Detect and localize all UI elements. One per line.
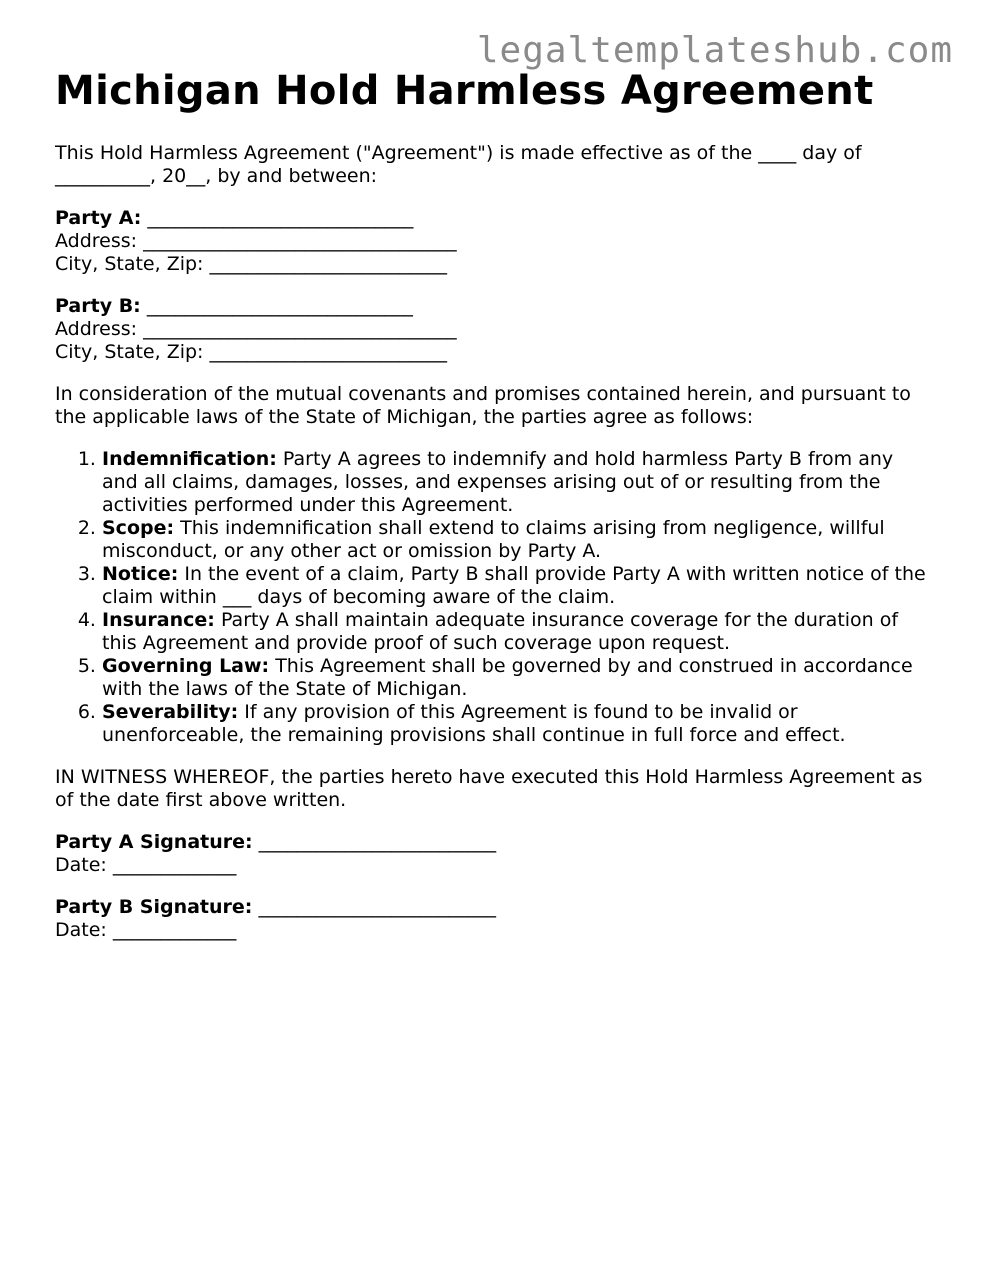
signature-a-date: Date: _____________	[55, 854, 237, 876]
watermark: legaltemplateshub.com	[476, 30, 953, 71]
clause-text: In the event of a claim, Party B shall provide Party A with written notice of the claim within ___ days of becoming aware of the claim.	[102, 563, 926, 608]
consideration-paragraph: In consideration of the mutual covenants and promises contained herein, and pursuant to the applicable laws of the State of Michigan, the parties agree as follows:	[55, 383, 911, 428]
clause-notice	[102, 563, 930, 609]
clause-insurance	[102, 609, 930, 655]
signature-b-label: Party B Signature:	[55, 896, 253, 918]
clause-heading: Governing Law:	[102, 655, 270, 677]
party-b-label: Party B:	[55, 295, 141, 317]
signature-b-line	[55, 896, 930, 919]
signature-b-date: Date: _____________	[55, 919, 237, 941]
party-a-label: Party A:	[55, 207, 142, 229]
clause-governing-law	[102, 655, 930, 701]
party-a-name-line	[55, 207, 930, 230]
party-b-city-state-zip: City, State, Zip: _________________________	[55, 341, 447, 363]
party-b-block	[55, 295, 930, 364]
signature-a-label: Party A Signature:	[55, 831, 253, 853]
party-a-city-state-zip: City, State, Zip: _________________________	[55, 253, 447, 275]
clause-heading: Insurance:	[102, 609, 215, 631]
signature-b-block	[55, 896, 930, 942]
party-b-name-line	[55, 295, 930, 318]
clause-text: Party A agrees to indemnify and hold harmless Party B from any and all claims, damages, losses, and expenses arising out of or resulting from the activities performed under this Agreement.	[102, 448, 894, 516]
clause-heading: Scope:	[102, 517, 175, 539]
party-b-address: Address: _________________________________	[55, 318, 457, 340]
clause-text: This indemnification shall extend to claims arising from negligence, willful misconduct, or any other act or omission by Party A.	[102, 517, 885, 562]
party-a-address: Address: _________________________________	[55, 230, 457, 252]
clause-scope	[102, 517, 930, 563]
party-a-block	[55, 207, 930, 276]
signature-a-block	[55, 831, 930, 877]
clause-text: If any provision of this Agreement is found to be invalid or unenforceable, the remaining provisions shall continue in full force and effect.	[102, 701, 846, 746]
signature-b-blank: _________________________	[252, 896, 496, 918]
clause-heading: Notice:	[102, 563, 179, 585]
clauses-list	[55, 448, 930, 747]
document-body	[55, 142, 930, 961]
clause-heading: Indemnification:	[102, 448, 277, 470]
party-b-name-blank: ____________________________	[140, 295, 413, 317]
signature-a-line	[55, 831, 930, 854]
party-a-name-blank: ____________________________	[141, 207, 414, 229]
clause-text: This Agreement shall be governed by and construed in accordance with the laws of the State of Michigan.	[102, 655, 913, 700]
clause-indemnification	[102, 448, 930, 517]
signature-a-blank: _________________________	[252, 831, 497, 853]
clause-text: Party A shall maintain adequate insurance coverage for the duration of this Agreement and provide proof of such coverage upon request.	[102, 609, 899, 654]
clause-severability	[102, 701, 930, 747]
document-title: Michigan Hold Harmless Agreement	[55, 68, 874, 114]
clause-heading: Severability:	[102, 701, 239, 723]
intro-paragraph: This Hold Harmless Agreement ("Agreement") is made effective as of the ____ day of __________, 20__, by and between:	[55, 142, 862, 187]
witness-paragraph: IN WITNESS WHEREOF, the parties hereto have executed this Hold Harmless Agreement as of the date first above written.	[55, 766, 923, 811]
